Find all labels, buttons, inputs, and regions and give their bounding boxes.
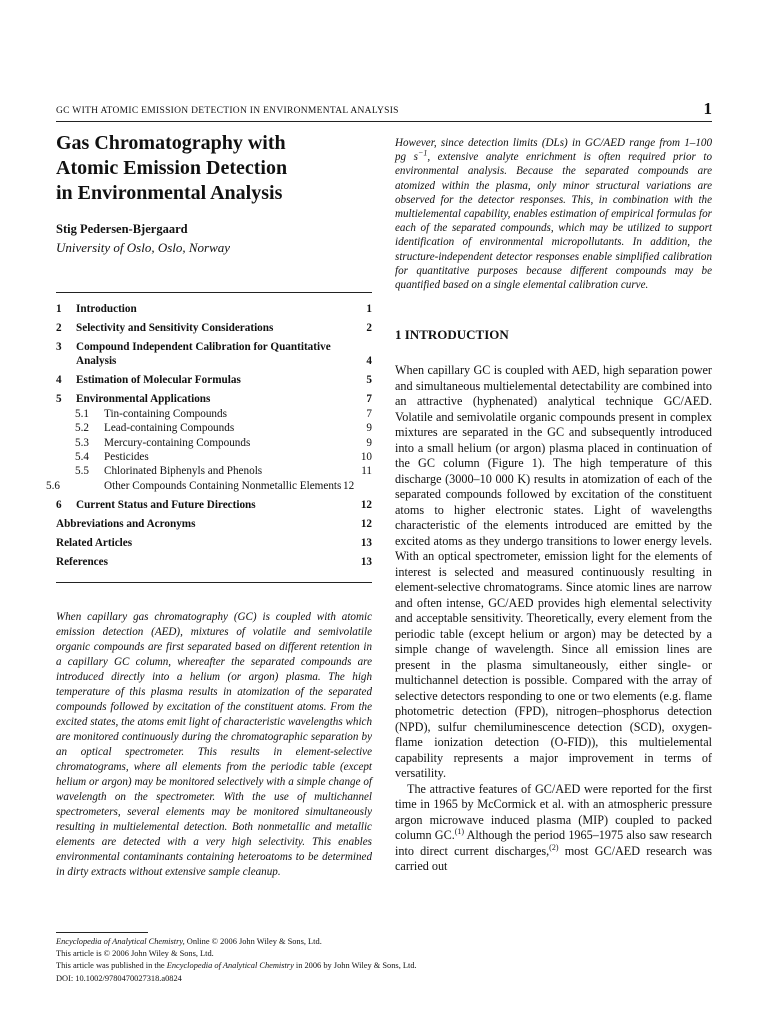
title-line-2: Atomic Emission Detection <box>56 157 288 179</box>
toc-entry[interactable]: References 13 <box>56 555 372 568</box>
toc-entry[interactable]: Related Articles 13 <box>56 536 372 549</box>
toc-entry[interactable]: 2 Selectivity and Sensitivity Considerations 2 <box>56 322 372 334</box>
article-title <box>56 131 372 206</box>
toc-subentry[interactable]: 5.2 Lead-containing Compounds 9 <box>75 422 372 435</box>
footer-encyclopedia: Encyclopedia of Analytical Chemistry, <box>56 937 185 946</box>
table-of-contents <box>46 293 372 569</box>
intro-paragraph-1: When capillary GC is coupled with AED, high separation power and simultaneous multielemental detectability are combined into an attractive (hyphenated) analytical technique GC/AED. Volatile and semivolatile organic compounds present in complex mixtures are separated in the GC and subsequently introduced into a small helium (or argon) plasma placed in continuation of the GC column (Figure 1). The high temperature of this discharge (3000–10 000 K) results in atomization of each of the separated compounds followed by excitation of the constituent atoms to higher electronic states. Light of wavelengths characteristic of the elements introduced are emitted by the excited atoms as they undergo transitions to lower energy levels. With an optical spectrometer, emission light for the elements of interest is selected and measured continuously resulting in element-selective chromatograms. Since atomic lines are narrow and often intense, GC/AED provides high elemental selectivity and acceptable sensitivity. Theoretically, every element from the periodic table (except helium or argon) may be detected by a simple change of wavelength. Since all emission lines are present in the plasma simultaneously, either single- or multichannel detection is possible. Compared with the array of selective detectors responding to one or two elements (e.g. flame photometric detection (FPD), nitrogen–phosphorus detection (NPD), sulfur chemiluminescence detection (SCD), oxygen-flame ionization detection (O-FID)), this multielemental capability represents a major improvement in terms of versatility. <box>395 363 712 781</box>
author-affiliation: University of Oslo, Oslo, Norway <box>56 240 231 255</box>
toc-entry[interactable]: 3 Compound Independent Calibration for Quantitative Analysis 4 <box>56 341 372 368</box>
abstract-continued: However, since detection limits (DLs) in GC/AED range from 1–100 pg $s^{-1}$, extensive analyte enrichment is often required prior to environmental analysis. Because the separated compounds are atomized within the plasma, only minor structural variations are observed for the detector responses. This, in combination with the multielemental capability, enables estimation of empirical formulas for each of the separated compounds, which may be utilized to support identification of environmental micropollutants. In addition, the structure-independent detector responses enable simplified calibration for quantitative purposes because different compounds may be quantified based on a single elemental calibration curve. <box>395 137 712 292</box>
toc-bottom-rule <box>56 582 372 583</box>
running-head: GC WITH ATOMIC EMISSION DETECTION IN ENVIRONMENTAL ANALYSIS <box>56 106 399 116</box>
toc-subentry[interactable]: 5.3 Mercury-containing Compounds 9 <box>75 436 372 449</box>
author-name: Stig Pedersen-Bjergaard <box>56 222 188 236</box>
citation-2[interactable]: (2) <box>549 842 559 852</box>
left-column <box>46 131 372 891</box>
toc-entry[interactable]: 5 Environmental Applications 7 <box>56 393 372 406</box>
toc-subentry[interactable]: 5.4 Pesticides 10 <box>75 451 372 464</box>
abstract-left: When capillary gas chromatography (GC) is coupled with atomic emission detection (AED), mixtures of volatile and semivolatile organic compounds are first separated based on different retention in a capillary GC column, whereafter the separated compounds are introduced directly into a helium (or argon) plasma. The high temperature of this plasma results in atomization of the separated compounds followed by excitation of the constituent atoms. From the excited states, the atoms emit light of characteristic wavelengths which are monitored continuously during the chromatographic separation by an optical spectrometer. This results in element-selective chromatograms, where all elements from the periodic table (except helium or argon) may be monitored selectively with a simple change of wavelength on the spectrometer. With the use of multichannel spectrometers, several elements may be monitored simultaneously resulting in multielemental detection. Both nonmetallic and metallic elements are detected with a very high selectivity. This enables environmental contaminants containing heteroatoms to be determined in dirty extracts without extensive sample cleanup. <box>56 611 372 879</box>
footer-copyright: This article is © 2006 John Wiley & Sons, Ltd. <box>56 949 214 959</box>
citation-1[interactable]: (1) <box>454 827 465 837</box>
footer-publication: This article was published in the Encyclopedia of Analytical Chemistry in 2006 by John Wiley & Sons, Ltd. <box>56 961 417 971</box>
toc-subentry[interactable]: 5.5 Chlorinated Biphenyls and Phenols 11 <box>75 465 372 478</box>
toc-entry[interactable]: 1 Introduction 1 <box>56 303 372 315</box>
page-number: 1 <box>703 99 712 118</box>
toc-entry[interactable]: Abbreviations and Acronyms 12 <box>56 517 372 530</box>
footer: Encyclopedia of Analytical Chemistry, Online © 2006 John Wiley & Sons, Ltd. This article is © 2006 John Wiley & Sons, Ltd. This article was published in the Encyclopedia of Analytical Chemistry in 2006 by John Wiley & Sons, Ltd. DOI: 10.1002/9780470027318.a0824 <box>56 936 417 985</box>
footer-rule <box>56 932 148 933</box>
intro-paragraph-2: The attractive features of GC/AED were reported for the first time in 1965 by McCormick et al. with an atmospheric pressure argon microwave induced plasma (MIP) coupled to packed column GC.$^{(1)}$ Although the period 1965–1975 also saw research into direct current discharges,$^{(2)}$ most GC/AED research was carried out <box>395 781 712 874</box>
toc-subentry[interactable]: 5.1 Tin-containing Compounds 7 <box>75 407 372 420</box>
toc-subentry[interactable]: 5.6 Other Compounds Containing Nonmetallic Elements 12 <box>46 479 355 492</box>
right-column <box>395 136 712 875</box>
toc-entry[interactable]: 6 Current Status and Future Directions 12 <box>56 498 372 511</box>
section-heading-introduction: 1 INTRODUCTION <box>395 327 509 343</box>
title-line-1: Gas Chromatography with <box>56 132 286 154</box>
footer-doi[interactable]: DOI: 10.1002/9780470027318.a0824 <box>56 973 182 983</box>
title-line-3: in Environmental Analysis <box>56 182 283 204</box>
header-rule <box>56 121 712 122</box>
toc-entry[interactable]: 4 Estimation of Molecular Formulas 5 <box>56 374 372 387</box>
